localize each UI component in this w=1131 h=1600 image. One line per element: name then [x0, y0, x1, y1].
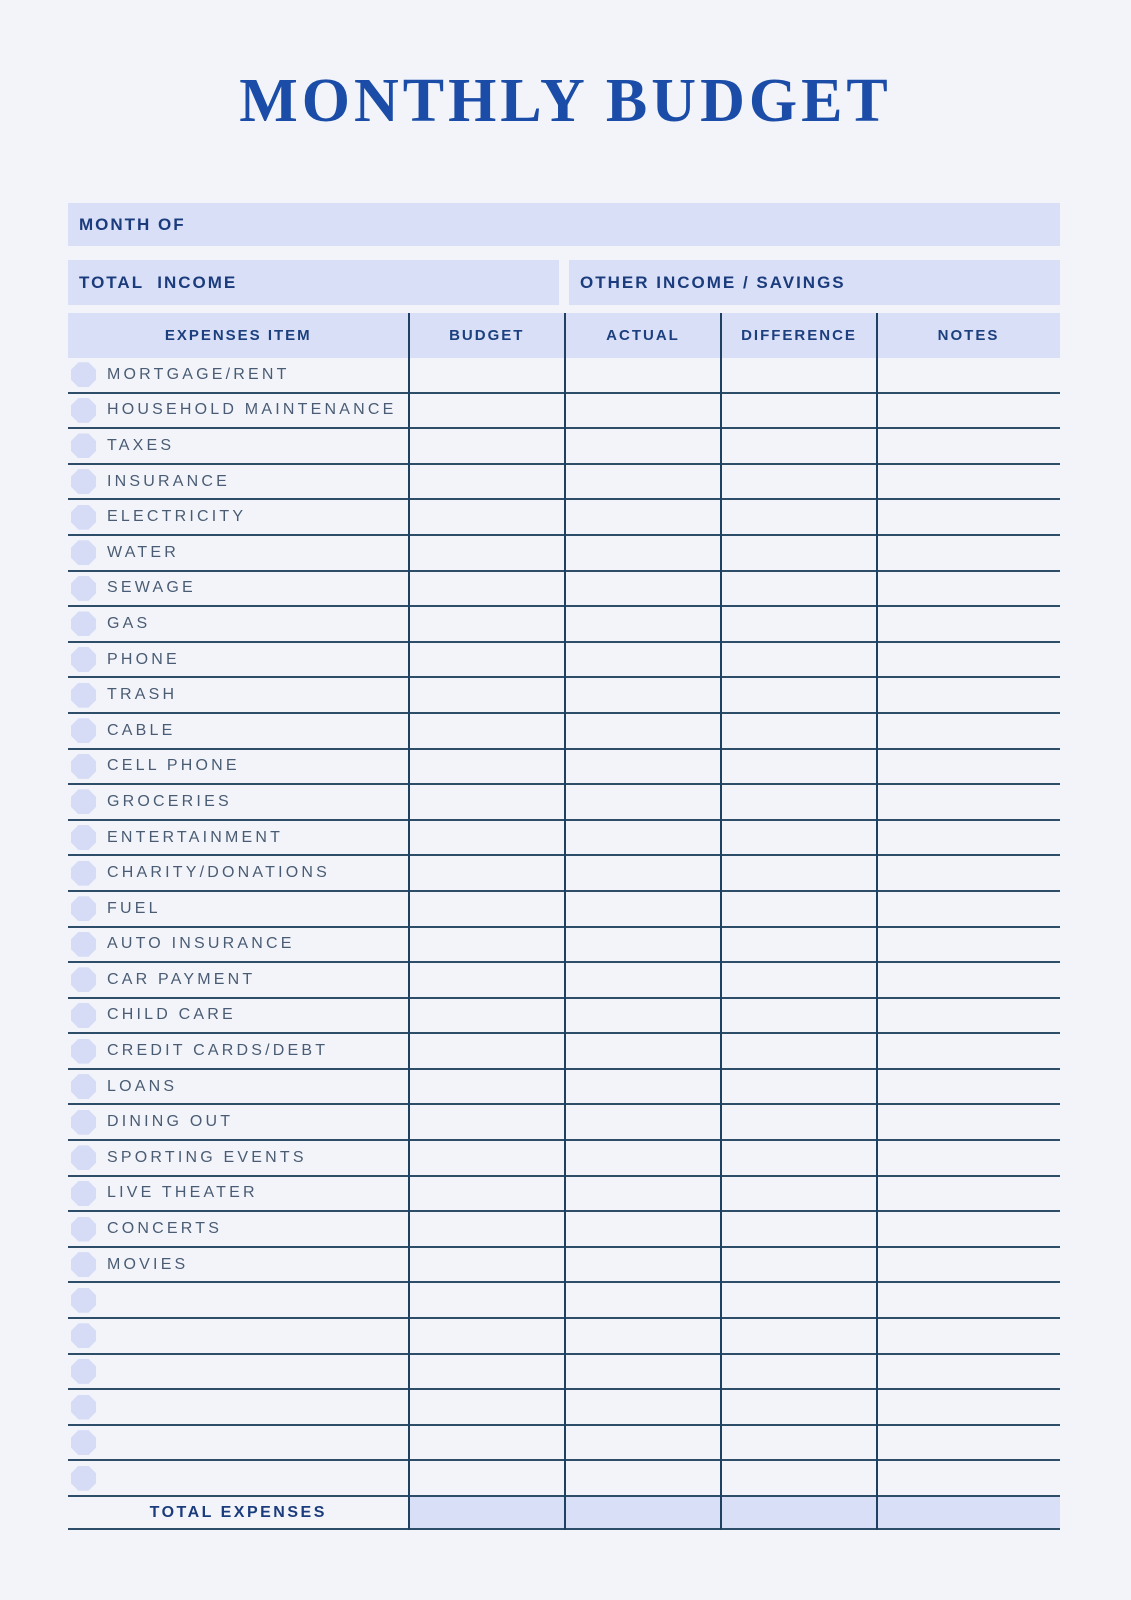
notes-cell[interactable]: [877, 1034, 1060, 1068]
notes-cell[interactable]: [877, 1212, 1060, 1246]
column-header-budget: BUDGET: [449, 327, 525, 344]
budget-cell[interactable]: [409, 1461, 566, 1495]
expense-label: LIVE THEATER: [107, 1184, 258, 1202]
expense-label: LOANS: [107, 1077, 178, 1095]
difference-cell[interactable]: [721, 1319, 877, 1353]
bullet-icon: [71, 861, 96, 886]
column-header-actual: ACTUAL: [606, 327, 680, 344]
budget-cell[interactable]: [409, 1283, 566, 1317]
difference-cell[interactable]: [721, 928, 877, 962]
expense-label: HOUSEHOLD MAINTENANCE: [107, 401, 397, 419]
bullet-icon: [71, 576, 96, 601]
budget-cell[interactable]: [409, 1248, 566, 1282]
notes-cell[interactable]: [877, 358, 1060, 392]
difference-cell[interactable]: [721, 1283, 877, 1317]
notes-cell[interactable]: [877, 607, 1060, 641]
actual-cell[interactable]: [565, 714, 721, 748]
total-expenses-label: TOTAL EXPENSES: [149, 1503, 327, 1521]
actual-cell[interactable]: [565, 1212, 721, 1246]
actual-cell[interactable]: [565, 1426, 721, 1460]
budget-cell[interactable]: [409, 572, 566, 606]
actual-cell[interactable]: [565, 750, 721, 784]
expense-label: ENTERTAINMENT: [107, 828, 284, 846]
month-of-field[interactable]: [68, 203, 1060, 246]
column-divider: [876, 313, 878, 1530]
column-header-difference: DIFFERENCE: [741, 327, 857, 344]
notes-cell[interactable]: [877, 572, 1060, 606]
column-header-expenses-item: EXPENSES ITEM: [164, 327, 312, 344]
actual-cell[interactable]: [565, 1177, 721, 1211]
bullet-icon: [71, 967, 96, 992]
difference-cell[interactable]: [721, 429, 877, 463]
bullet-icon: [71, 932, 96, 957]
expenses-table: [68, 313, 1060, 1530]
expense-label: MOVIES: [107, 1255, 189, 1273]
bullet-icon: [71, 683, 96, 708]
difference-cell[interactable]: [721, 785, 877, 819]
budget-cell[interactable]: [409, 429, 566, 463]
budget-cell[interactable]: [409, 963, 566, 997]
actual-cell[interactable]: [565, 394, 721, 428]
difference-cell[interactable]: [721, 750, 877, 784]
difference-cell[interactable]: [721, 1105, 877, 1139]
expense-label: CREDIT CARDS/DEBT: [107, 1042, 329, 1060]
notes-cell[interactable]: [877, 1390, 1060, 1424]
difference-cell[interactable]: [721, 500, 877, 534]
expense-label: CAR PAYMENT: [107, 970, 256, 988]
total-income-field[interactable]: [68, 260, 559, 305]
budget-cell[interactable]: [409, 785, 566, 819]
budget-cell[interactable]: [409, 678, 566, 712]
actual-cell[interactable]: [565, 1461, 721, 1495]
actual-cell[interactable]: [565, 1319, 721, 1353]
expense-label: MORTGAGE/RENT: [107, 365, 290, 383]
budget-cell[interactable]: [409, 536, 566, 570]
budget-cell[interactable]: [409, 1034, 566, 1068]
expense-label: AUTO INSURANCE: [107, 935, 295, 953]
budget-cell[interactable]: [409, 1141, 566, 1175]
notes-cell[interactable]: [877, 465, 1060, 499]
difference-cell[interactable]: [721, 1461, 877, 1495]
actual-cell[interactable]: [565, 500, 721, 534]
difference-cell[interactable]: [721, 1426, 877, 1460]
expense-label: CHILD CARE: [107, 1006, 236, 1024]
bullet-icon: [71, 469, 96, 494]
total-difference-cell[interactable]: [721, 1497, 877, 1528]
budget-cell[interactable]: [409, 1319, 566, 1353]
page-title: MONTHLY BUDGET: [239, 67, 892, 135]
difference-cell[interactable]: [721, 1070, 877, 1104]
actual-cell[interactable]: [565, 1355, 721, 1389]
difference-cell[interactable]: [721, 1390, 877, 1424]
budget-cell[interactable]: [409, 750, 566, 784]
budget-cell[interactable]: [409, 999, 566, 1033]
total-income-value[interactable]: [237, 260, 548, 305]
notes-cell[interactable]: [877, 785, 1060, 819]
actual-cell[interactable]: [565, 1390, 721, 1424]
actual-cell[interactable]: [565, 1283, 721, 1317]
difference-cell[interactable]: [721, 465, 877, 499]
bullet-icon: [71, 1395, 96, 1420]
notes-cell[interactable]: [877, 1355, 1060, 1389]
difference-cell[interactable]: [721, 856, 877, 890]
notes-cell[interactable]: [877, 963, 1060, 997]
difference-cell[interactable]: [721, 358, 877, 392]
difference-cell[interactable]: [721, 394, 877, 428]
expense-label: CABLE: [107, 721, 176, 739]
difference-cell[interactable]: [721, 1355, 877, 1389]
expense-label: INSURANCE: [107, 472, 231, 490]
bullet-icon: [71, 1181, 96, 1206]
budget-cell[interactable]: [409, 714, 566, 748]
actual-cell[interactable]: [565, 785, 721, 819]
bullet-icon: [71, 1145, 96, 1170]
budget-cell[interactable]: [409, 928, 566, 962]
difference-cell[interactable]: [721, 536, 877, 570]
bullet-icon: [71, 1430, 96, 1455]
budget-cell[interactable]: [409, 465, 566, 499]
notes-cell[interactable]: [877, 1283, 1060, 1317]
actual-cell[interactable]: [565, 1248, 721, 1282]
difference-cell[interactable]: [721, 1034, 877, 1068]
actual-cell[interactable]: [565, 572, 721, 606]
actual-cell[interactable]: [565, 607, 721, 641]
bullet-icon: [71, 1039, 96, 1064]
difference-cell[interactable]: [721, 714, 877, 748]
budget-cell[interactable]: [409, 394, 566, 428]
budget-cell[interactable]: [409, 856, 566, 890]
actual-cell[interactable]: [565, 1034, 721, 1068]
difference-cell[interactable]: [721, 607, 877, 641]
notes-cell[interactable]: [877, 750, 1060, 784]
column-divider: [564, 313, 566, 1530]
notes-cell[interactable]: [877, 1319, 1060, 1353]
actual-cell[interactable]: [565, 1105, 721, 1139]
actual-cell[interactable]: [565, 856, 721, 890]
actual-cell[interactable]: [565, 536, 721, 570]
notes-cell[interactable]: [877, 1105, 1060, 1139]
month-of-value[interactable]: [186, 203, 1049, 246]
expense-label: TRASH: [107, 686, 178, 704]
bullet-icon: [71, 789, 96, 814]
bullet-icon: [71, 1252, 96, 1277]
expense-label: CONCERTS: [107, 1220, 223, 1238]
notes-cell[interactable]: [877, 500, 1060, 534]
bullet-icon: [71, 398, 96, 423]
bullet-icon: [71, 611, 96, 636]
notes-cell[interactable]: [877, 536, 1060, 570]
total-income-label: TOTAL INCOME: [79, 272, 238, 292]
difference-cell[interactable]: [721, 963, 877, 997]
bullet-icon: [71, 647, 96, 672]
total-actual-cell[interactable]: [565, 1497, 721, 1528]
bullet-icon: [71, 362, 96, 387]
expense-label: DINING OUT: [107, 1113, 234, 1131]
expense-label: WATER: [107, 543, 179, 561]
difference-cell[interactable]: [721, 1248, 877, 1282]
actual-cell[interactable]: [565, 821, 721, 855]
bullet-icon: [71, 896, 96, 921]
total-notes-cell[interactable]: [877, 1497, 1060, 1528]
expense-label: SPORTING EVENTS: [107, 1148, 307, 1166]
bullet-icon: [71, 505, 96, 530]
budget-cell[interactable]: [409, 1070, 566, 1104]
notes-cell[interactable]: [877, 643, 1060, 677]
expense-label: SEWAGE: [107, 579, 196, 597]
expense-label: PHONE: [107, 650, 180, 668]
actual-cell[interactable]: [565, 1070, 721, 1104]
bullet-icon: [71, 1217, 96, 1242]
other-income-label: OTHER INCOME / SAVINGS: [580, 272, 846, 292]
total-budget-cell[interactable]: [409, 1497, 566, 1528]
notes-cell[interactable]: [877, 429, 1060, 463]
bullet-icon: [71, 433, 96, 458]
difference-cell[interactable]: [721, 643, 877, 677]
budget-cell[interactable]: [409, 358, 566, 392]
budget-cell[interactable]: [409, 500, 566, 534]
expense-label: ELECTRICITY: [107, 508, 247, 526]
notes-cell[interactable]: [877, 1177, 1060, 1211]
budget-cell[interactable]: [409, 1426, 566, 1460]
difference-cell[interactable]: [721, 678, 877, 712]
notes-cell[interactable]: [877, 928, 1060, 962]
actual-cell[interactable]: [565, 963, 721, 997]
notes-cell[interactable]: [877, 1461, 1060, 1495]
expense-label: FUEL: [107, 899, 161, 917]
bullet-icon: [71, 1003, 96, 1028]
other-income-field[interactable]: [569, 260, 1060, 305]
difference-cell[interactable]: [721, 1212, 877, 1246]
actual-cell[interactable]: [565, 892, 721, 926]
notes-cell[interactable]: [877, 714, 1060, 748]
other-income-value[interactable]: [846, 260, 1049, 305]
bullet-icon: [71, 754, 96, 779]
bullet-icon: [71, 1323, 96, 1348]
difference-cell[interactable]: [721, 1141, 877, 1175]
budget-cell[interactable]: [409, 1212, 566, 1246]
month-of-label: MONTH OF: [79, 214, 186, 234]
expense-label: CELL PHONE: [107, 757, 240, 775]
difference-cell[interactable]: [721, 892, 877, 926]
notes-cell[interactable]: [877, 1070, 1060, 1104]
notes-cell[interactable]: [877, 678, 1060, 712]
bullet-icon: [71, 1466, 96, 1491]
expense-label: GROCERIES: [107, 792, 232, 810]
budget-cell[interactable]: [409, 1177, 566, 1211]
actual-cell[interactable]: [565, 928, 721, 962]
actual-cell[interactable]: [565, 1141, 721, 1175]
expense-label: TAXES: [107, 436, 175, 454]
actual-cell[interactable]: [565, 643, 721, 677]
budget-cell[interactable]: [409, 1390, 566, 1424]
notes-cell[interactable]: [877, 821, 1060, 855]
actual-cell[interactable]: [565, 429, 721, 463]
bullet-icon: [71, 718, 96, 743]
budget-cell[interactable]: [409, 821, 566, 855]
difference-cell[interactable]: [721, 572, 877, 606]
bullet-icon: [71, 1288, 96, 1313]
notes-cell[interactable]: [877, 1248, 1060, 1282]
notes-cell[interactable]: [877, 999, 1060, 1033]
actual-cell[interactable]: [565, 678, 721, 712]
notes-cell[interactable]: [877, 1141, 1060, 1175]
budget-cell[interactable]: [409, 643, 566, 677]
expense-label: CHARITY/DONATIONS: [107, 864, 331, 882]
notes-cell[interactable]: [877, 856, 1060, 890]
difference-cell[interactable]: [721, 821, 877, 855]
budget-cell[interactable]: [409, 1105, 566, 1139]
notes-cell[interactable]: [877, 1426, 1060, 1460]
column-header-notes: NOTES: [937, 327, 1000, 344]
bullet-icon: [71, 825, 96, 850]
bullet-icon: [71, 1359, 96, 1384]
notes-cell[interactable]: [877, 892, 1060, 926]
budget-cell[interactable]: [409, 1355, 566, 1389]
column-divider: [408, 313, 410, 1530]
bullet-icon: [71, 1110, 96, 1135]
actual-cell[interactable]: [565, 358, 721, 392]
column-divider: [720, 313, 722, 1530]
difference-cell[interactable]: [721, 999, 877, 1033]
actual-cell[interactable]: [565, 465, 721, 499]
notes-cell[interactable]: [877, 394, 1060, 428]
difference-cell[interactable]: [721, 1177, 877, 1211]
expense-label: GAS: [107, 614, 151, 632]
budget-cell[interactable]: [409, 607, 566, 641]
actual-cell[interactable]: [565, 999, 721, 1033]
budget-cell[interactable]: [409, 892, 566, 926]
bullet-icon: [71, 540, 96, 565]
bullet-icon: [71, 1074, 96, 1099]
